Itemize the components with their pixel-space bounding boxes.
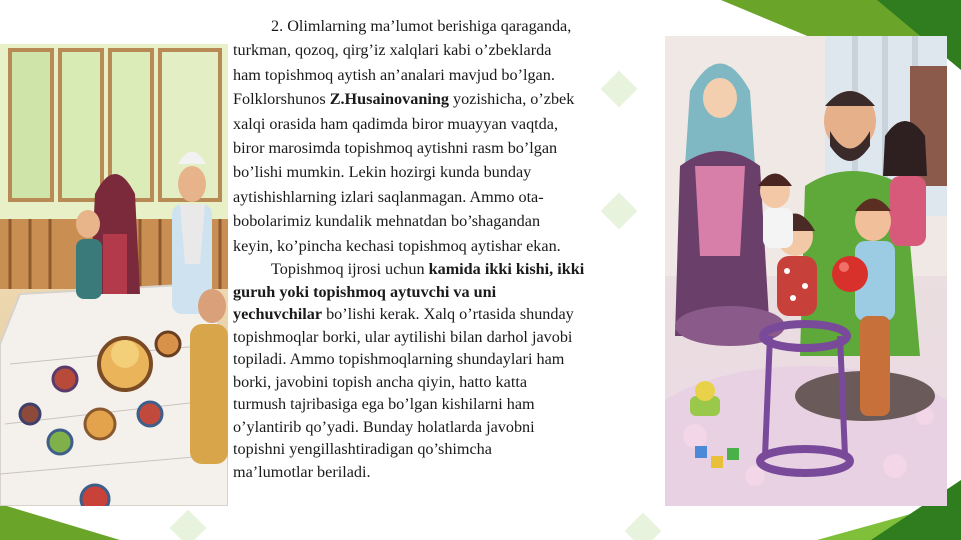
author-name: Z.Husainovaning <box>329 90 449 109</box>
text-line <box>233 87 663 111</box>
text-line <box>233 258 663 281</box>
text-line: turkman, qozoq, qirg’iz xalqlari kabi o’zbeklarda <box>233 41 552 60</box>
text-fragment: bo’lishi kerak. Xalq o’rtasida shunday <box>322 305 574 324</box>
text-line: topishni yengillashtiradigan qo’shimcha <box>233 440 492 459</box>
text-line: bo’lishi mumkin. Lekin hozirgi kunda bunday <box>233 163 532 182</box>
text-line <box>233 281 663 304</box>
bold-text: guruh yoki topishmoq aytuvchi va uni <box>233 282 497 301</box>
text-line: 2. Olimlarning ma’lumot berishiga qaraganda, <box>271 17 572 35</box>
main-text <box>233 14 663 483</box>
text-line: keyin, ko’pincha kechasi topishmoq aytishar ekan. <box>233 236 561 255</box>
paragraph-2 <box>233 258 663 483</box>
text-fragment: Topishmoq ijrosi uchun <box>271 260 429 279</box>
text-line: biror marosimda topishmoq aytishni rasm bo’lgan <box>233 139 558 158</box>
bold-text: yechuvchilar <box>233 305 323 324</box>
text-line: topishmoqlar borki, ular aytilishi bilan darhol javobi <box>233 327 573 346</box>
text-line <box>233 303 663 326</box>
text-line: ham topishmoq aytish an’analari mavjud bo’lgan. <box>233 65 555 84</box>
text-line: bobolarimiz kundalik mehnatdan bo’shagandan <box>233 212 541 231</box>
text-fragment: yozishicha, o’zbek <box>448 90 575 109</box>
text-line: borki, javobini topish ancha qiyin, hatto katta <box>233 372 528 391</box>
watermark-shape <box>625 513 662 540</box>
text-line: o’ylantirib qo’yadi. Bunday holatlarda javobni <box>233 417 535 436</box>
text-line: turmush tajribasiga ega bo’lgan kishilarni ham <box>233 395 535 414</box>
bold-text: kamida ikki kishi, ikki <box>428 260 585 279</box>
text-line: topiladi. Ammo topishmoqlarning shundaylari ham <box>233 350 565 369</box>
text-fragment: Folklorshunos <box>233 90 330 109</box>
family-dinner-illustration <box>0 44 228 506</box>
family-play-illustration <box>665 36 947 506</box>
text-line: aytishishlarning izlari saqlanmagan. Ammo ota- <box>233 187 544 206</box>
text-line: ma’lumotlar beriladi. <box>233 462 371 481</box>
watermark-shape <box>170 510 207 540</box>
text-line: xalqi orasida ham qadimda biror muayyan vaqtda, <box>233 114 558 133</box>
corner-decoration-bottom-left <box>0 504 200 540</box>
